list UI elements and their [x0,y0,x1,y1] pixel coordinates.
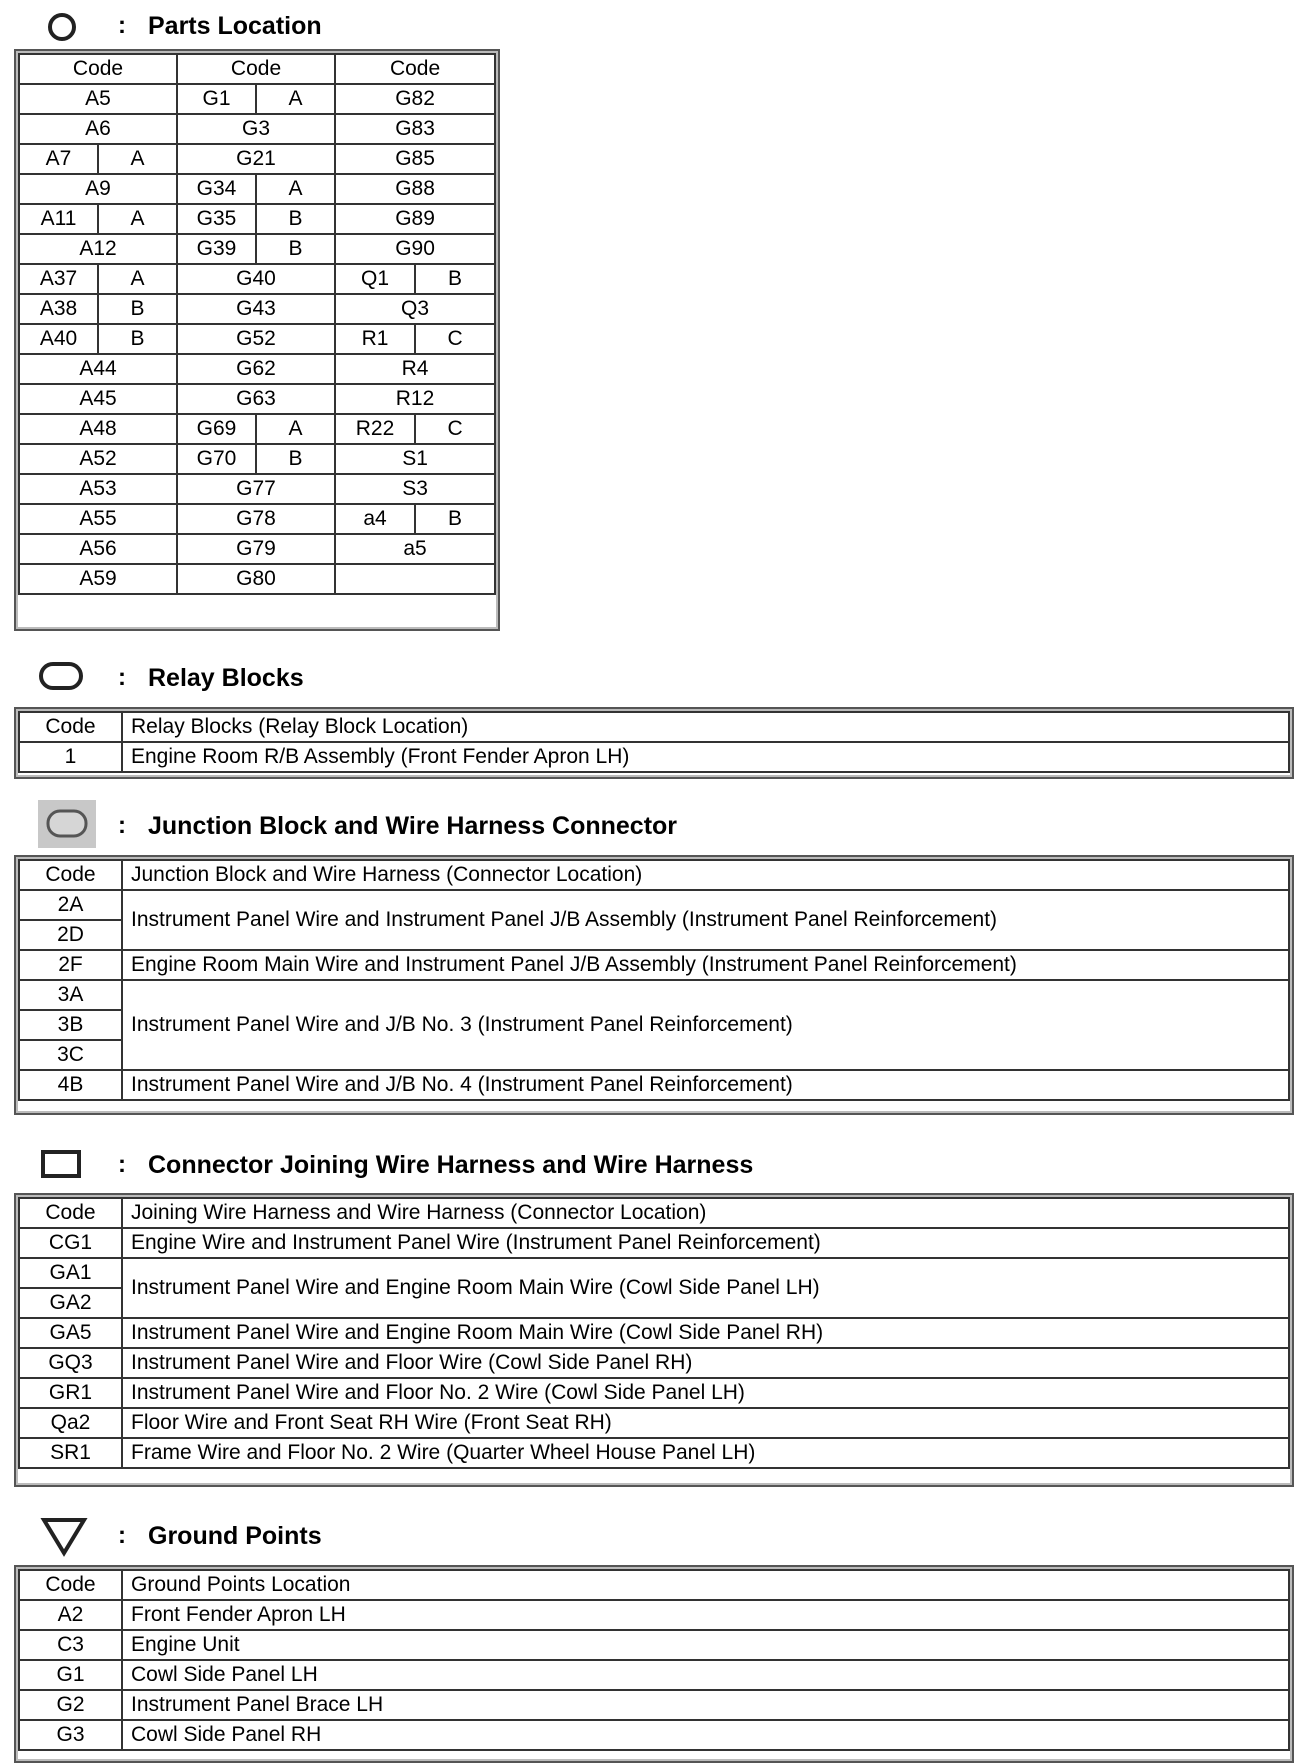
part-code: G69 [177,414,256,444]
colon: : [118,12,126,39]
location-cell: Instrument Panel Wire and Floor Wire (Cowl Side Panel RH) [122,1348,1289,1378]
column-header: Code [177,54,335,84]
code-cell: 4B [19,1070,122,1100]
part-code: G1 [177,84,256,114]
part-code: G78 [177,504,335,534]
part-code: S3 [335,474,495,504]
column-header-location: Joining Wire Harness and Wire Harness (Connector Location) [122,1198,1289,1228]
part-location-letter: A [256,174,335,204]
part-code: G63 [177,384,335,414]
part-code: A45 [19,384,177,414]
table-row [19,114,495,144]
table-row [19,264,495,294]
code-cell: CG1 [19,1228,122,1258]
part-code: G62 [177,354,335,384]
column-header-code: Code [19,712,122,742]
code-cell: GQ3 [19,1348,122,1378]
part-location-letter: C [415,414,495,444]
column-header-location: Relay Blocks (Relay Block Location) [122,712,1289,742]
part-code: A40 [19,324,98,354]
code-cell: 2A [19,890,122,920]
part-location-letter: B [256,234,335,264]
part-code [335,564,495,594]
part-code: a5 [335,534,495,564]
table-row [19,1318,1289,1348]
ground-points-table [18,1569,1290,1751]
part-code: G52 [177,324,335,354]
code-cell: 2D [19,920,122,950]
part-code: R22 [335,414,415,444]
part-location-letter: B [415,504,495,534]
part-location-letter: A [256,84,335,114]
part-code: A59 [19,564,177,594]
location-cell: Instrument Panel Wire and Instrument Panel J/B Assembly (Instrument Panel Reinforcement) [122,890,1289,950]
table-row [19,1378,1289,1408]
colon: : [118,664,126,691]
column-header-location: Junction Block and Wire Harness (Connector Location) [122,860,1289,890]
location-cell: Cowl Side Panel LH [122,1660,1289,1690]
code-cell: GA1 [19,1258,122,1288]
part-code: G79 [177,534,335,564]
part-code: A5 [19,84,177,114]
table-row [19,294,495,324]
code-cell: 3A [19,980,122,1010]
code-cell: GA2 [19,1288,122,1318]
colon: : [118,1522,126,1549]
part-code: A11 [19,204,98,234]
relay-block-oval-icon [38,660,86,692]
code-cell: G3 [19,1720,122,1750]
table-row [19,950,1289,980]
table-row [19,1348,1289,1378]
junction-block-table [18,859,1290,1101]
table-row [19,1228,1289,1258]
table-row [19,174,495,204]
part-code: A6 [19,114,177,144]
table-row [19,1720,1289,1750]
part-code: A53 [19,474,177,504]
code-cell: G1 [19,1660,122,1690]
code-cell: Qa2 [19,1408,122,1438]
part-code: A38 [19,294,98,324]
part-location-letter: B [98,294,177,324]
location-cell: Instrument Panel Wire and Floor No. 2 Wire (Cowl Side Panel LH) [122,1378,1289,1408]
table-row [19,144,495,174]
location-cell: Engine Room Main Wire and Instrument Panel J/B Assembly (Instrument Panel Reinforcement) [122,950,1289,980]
column-header-location: Ground Points Location [122,1570,1289,1600]
part-code: A12 [19,234,177,264]
table-row [19,564,495,594]
part-code: G77 [177,474,335,504]
relay-blocks-table [18,711,1290,773]
location-cell: Frame Wire and Floor No. 2 Wire (Quarter Wheel House Panel LH) [122,1438,1289,1468]
table-row [19,1070,1289,1100]
part-code: G70 [177,444,256,474]
part-code: G80 [177,564,335,594]
part-code: Q3 [335,294,495,324]
junction-block-shaded-oval-icon [38,800,98,848]
part-code: G83 [335,114,495,144]
part-location-letter: A [98,144,177,174]
code-cell: GR1 [19,1378,122,1408]
part-code: A37 [19,264,98,294]
colon: : [118,812,126,839]
part-code: G43 [177,294,335,324]
table-row [19,384,495,414]
code-cell: GA5 [19,1318,122,1348]
location-cell: Instrument Panel Wire and J/B No. 4 (Instrument Panel Reinforcement) [122,1070,1289,1100]
table-row [19,204,495,234]
part-code: G3 [177,114,335,144]
table-row [19,354,495,384]
table-row [19,890,1289,920]
table-row [19,444,495,474]
parts-location-table [18,53,496,595]
part-location-letter: C [415,324,495,354]
table-row [19,1438,1289,1468]
part-code: G90 [335,234,495,264]
part-location-letter: B [415,264,495,294]
table-row [19,234,495,264]
part-location-letter: A [256,414,335,444]
part-location-letter: B [98,324,177,354]
code-cell: C3 [19,1630,122,1660]
location-cell: Instrument Panel Brace LH [122,1690,1289,1720]
location-cell: Instrument Panel Wire and J/B No. 3 (Instrument Panel Reinforcement) [122,980,1289,1070]
section-title-junction-block: Junction Block and Wire Harness Connector [148,812,678,840]
table-row [19,1600,1289,1630]
part-code: A56 [19,534,177,564]
table-row [19,742,1289,772]
location-cell: Cowl Side Panel RH [122,1720,1289,1750]
connector-joining-table [18,1197,1290,1469]
colon: : [118,1151,126,1178]
part-code: G35 [177,204,256,234]
code-cell: G2 [19,1690,122,1720]
section-title-parts-location: Parts Location [148,12,322,40]
location-cell: Floor Wire and Front Seat RH Wire (Front Seat RH) [122,1408,1289,1438]
table-row [19,324,495,354]
part-code: R1 [335,324,415,354]
section-title-connector-joining: Connector Joining Wire Harness and Wire Harness [148,1151,754,1179]
column-header: Code [19,54,177,84]
part-code: G39 [177,234,256,264]
parts-location-circle-icon [45,10,79,44]
part-code: A48 [19,414,177,444]
part-code: R4 [335,354,495,384]
part-location-letter: B [256,444,335,474]
part-code: A52 [19,444,177,474]
part-code: G82 [335,84,495,114]
table-row [19,1408,1289,1438]
table-row [19,1690,1289,1720]
location-cell: Engine Unit [122,1630,1289,1660]
part-code: A55 [19,504,177,534]
table-row [19,1258,1289,1288]
table-row [19,1630,1289,1660]
connector-rectangle-icon [40,1148,84,1182]
location-cell: Instrument Panel Wire and Engine Room Main Wire (Cowl Side Panel RH) [122,1318,1289,1348]
code-cell: 2F [19,950,122,980]
part-location-letter: B [256,204,335,234]
location-cell: Front Fender Apron LH [122,1600,1289,1630]
column-header-code: Code [19,860,122,890]
code-cell: 3B [19,1010,122,1040]
location-cell: Engine Wire and Instrument Panel Wire (Instrument Panel Reinforcement) [122,1228,1289,1258]
code-cell: 1 [19,742,122,772]
column-header: Code [335,54,495,84]
column-header-code: Code [19,1570,122,1600]
location-cell: Instrument Panel Wire and Engine Room Main Wire (Cowl Side Panel LH) [122,1258,1289,1318]
table-row [19,414,495,444]
part-code: S1 [335,444,495,474]
part-location-letter: A [98,264,177,294]
part-code: G34 [177,174,256,204]
table-row [19,534,495,564]
table-row [19,84,495,114]
table-row [19,474,495,504]
part-code: A7 [19,144,98,174]
table-row [19,1660,1289,1690]
code-cell: 3C [19,1040,122,1070]
part-code: R12 [335,384,495,414]
table-row [19,504,495,534]
part-code: G89 [335,204,495,234]
part-code: G88 [335,174,495,204]
section-title-relay-blocks: Relay Blocks [148,664,304,692]
part-code: A44 [19,354,177,384]
code-cell: A2 [19,1600,122,1630]
location-cell: Engine Room R/B Assembly (Front Fender Apron LH) [122,742,1289,772]
table-row [19,980,1289,1010]
code-cell: SR1 [19,1438,122,1468]
part-code: G85 [335,144,495,174]
part-location-letter: A [98,204,177,234]
ground-point-triangle-icon [40,1515,88,1557]
part-code: Q1 [335,264,415,294]
part-code: G21 [177,144,335,174]
column-header-code: Code [19,1198,122,1228]
part-code: A9 [19,174,177,204]
section-title-ground-points: Ground Points [148,1522,322,1550]
part-code: G40 [177,264,335,294]
part-code: a4 [335,504,415,534]
